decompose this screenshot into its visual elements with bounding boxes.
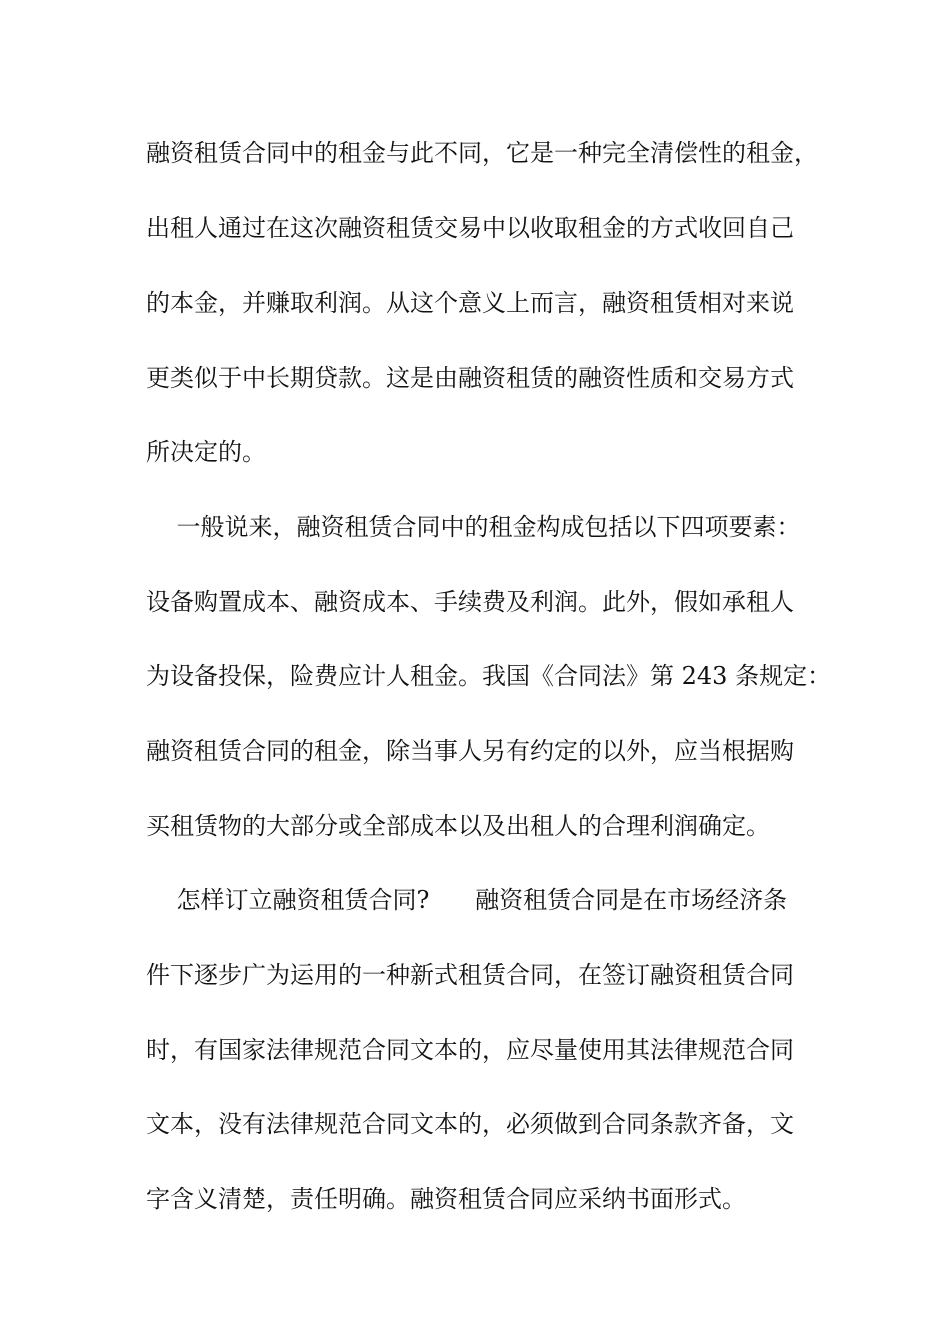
text-line: 字含义清楚，责任明确。融资租赁合同应采纳书面形式。 — [146, 1185, 746, 1213]
text-line: 为设备投保，险费应计人租金。我国《合同法》第 243 条规定： — [146, 662, 832, 690]
text-line: 更类似于中长期贷款。这是由融资租赁的融资性质和交易方式 — [146, 364, 794, 392]
text-line: 一般说来，融资租赁合同中的租金构成包括以下四项要素： — [146, 513, 801, 541]
text-line: 融资租赁合同的租金，除当事人另有约定的以外，应当根据购 — [146, 737, 794, 765]
text-line: 买租赁物的大部分或全部成本以及出租人的合理利润确定。 — [146, 812, 770, 840]
text-line: 融资租赁合同中的租金与此不同，它是一种完全清偿性的租金， — [146, 139, 818, 167]
text-line: 文本，没有法律规范合同文本的，必须做到合同条款齐备，文 — [146, 1110, 794, 1138]
text-line: 件下逐步广为运用的一种新式租赁合同，在签订融资租赁合同 — [146, 961, 794, 989]
text-line: 时，有国家法律规范合同文本的，应尽量使用其法律规范合同 — [146, 1036, 794, 1064]
text-line: 怎样订立融资租赁合同? 融资租赁合同是在市场经济条 — [146, 886, 788, 914]
text-line: 设备购置成本、融资成本、手续费及利润。此外，假如承租人 — [146, 588, 794, 616]
text-line: 的本金，并赚取利润。从这个意义上而言，融资租赁相对来说 — [146, 289, 794, 317]
text-line: 所决定的。 — [146, 438, 266, 466]
text-line: 出租人通过在这次融资租赁交易中以收取租金的方式收回自己 — [146, 214, 794, 242]
